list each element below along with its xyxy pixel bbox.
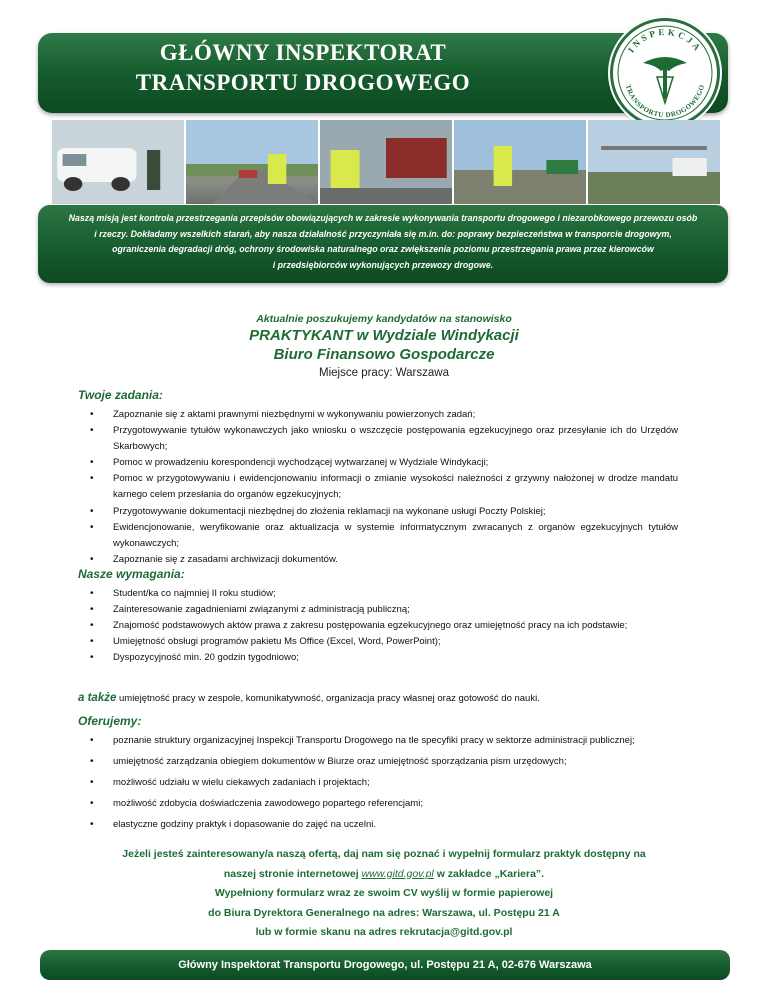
photo-weigh-station: [588, 120, 720, 204]
header-title-line1: GŁÓWNY INSPEKTORAT: [159, 40, 447, 65]
also-text: umiejętność pracy w zespole, komunikatywność, organizacja pracy własnej oraz gotowość do nauki.: [116, 693, 540, 704]
header-title-line2: TRANSPORTU DROGOWEGO: [135, 70, 471, 95]
cta-line: Wypełniony formularz wraz ze swoim CV wyślij w formie papierowej: [214, 887, 554, 900]
photo-inspector-trucks: [320, 120, 452, 204]
list-item: • Ewidencjonowanie, weryfikowanie oraz aktualizacja w systemie informatycznym zwracanych z organów egzekucyjnych tytułów wykonawczych;: [113, 520, 678, 552]
benefits-heading: Oferujemy:: [78, 714, 142, 728]
list-item: • Zapoznanie się z aktami prawnymi niezbędnymi w wykonywaniu powierzonych zadań;: [113, 407, 678, 423]
cta-line: lub w formie skanu na adres rekrutacja@gitd.gov.pl: [255, 926, 513, 939]
tasks-list: [113, 407, 678, 568]
position-title: PRAKTYKANT w Wydziale Windykacji: [249, 327, 519, 344]
tasks-heading: Twoje zadania:: [78, 388, 163, 402]
logo-text-bottom: TRANSPORTU DROGOWEGO: [623, 83, 707, 120]
mission-line: Naszą misją jest kontrola przestrzegania przepisów obowiązujących w zakresie wykonywania transportu drogowego i niezarobkowego przewozu osób: [68, 213, 698, 223]
mission-line: i przedsiębiorców wykonujących przewozy drogowe.: [272, 259, 494, 270]
itd-logo: [610, 18, 720, 128]
website-link[interactable]: www.gitd.gov.pl: [361, 867, 434, 880]
cta-text: naszej stronie internetowej: [223, 867, 362, 880]
requirements-heading: Nasze wymagania:: [78, 567, 185, 581]
list-item: • poznanie struktury organizacyjnej Inspekcji Transportu Drogowego na tle specyfiki pracy w sektorze administracji publicznej;: [113, 733, 678, 749]
list-item: • Przygotowywanie tytułów wykonawczych jako wniosku o wszczęcie postępowania egzekucyjnego oraz przesyłanie ich do Urzędów Skarbowych;: [113, 423, 678, 455]
mission-line: ograniczenia degradacji dróg, ochrony środowiska naturalnego oraz zwiększenia poziomu przestrzegania prawa przez kierowców: [112, 244, 654, 254]
also-lead: a także: [78, 692, 117, 704]
mission-line: i rzeczy. Dokładamy wszelkich starań, aby nasza działalność przyczyniała się m.in. do: poprawy bezpieczeństwa w transporcie drogowym,: [94, 228, 672, 239]
cta-line: Jeżeli jesteś zainteresowany/a naszą ofertą, daj nam się poznać i wypełnij formularz praktyk dostępny na: [122, 848, 646, 860]
list-item: • umiejętność zarządzania obiegiem dokumentów w Biurze oraz umiejętność sporządzania pism urzędowych;: [113, 754, 678, 770]
logo-text-top: INSPEKCJA: [625, 26, 705, 55]
offer-position: [0, 326, 768, 364]
list-item: • Pomoc w prowadzeniu korespondencji wychodzącej wytwarzanej w Wydziale Windykacji;: [113, 455, 678, 471]
mission-statement: [38, 205, 728, 283]
work-place: Miejsce pracy: Warszawa: [319, 367, 449, 379]
requirements-list: [113, 586, 678, 666]
benefits-list: [113, 733, 678, 833]
cta-line: [0, 865, 768, 885]
call-to-action: [0, 845, 768, 943]
department-name: Biuro Finansowo Gospodarcze: [273, 346, 495, 363]
photo-road-inspector: [186, 120, 318, 204]
footer-address: Główny Inspektorat Transportu Drogowego, ul. Postępu 21 A, 02-676 Warszawa: [40, 950, 730, 980]
also-skills: [78, 692, 540, 704]
list-item: • możliwość zdobycia doświadczenia zawodowego popartego referencjami;: [113, 796, 678, 812]
offer-intro: Aktualnie poszukujemy kandydatów na stanowisko: [256, 313, 512, 325]
list-item: • elastyczne godziny praktyk i dopasowanie do zajęć na uczelni.: [113, 817, 678, 833]
cta-text: w zakładce „Kariera”.: [433, 867, 545, 880]
list-item: • Student/ka co najmniej II roku studiów;: [113, 586, 678, 602]
list-item: • Pomoc w przygotowywaniu i ewidencjonowaniu informacji o zmianie wysokości należności z grzywny nałożonej w drodze mandatu karnego celem przesłania do organów egzekucyjnych;: [113, 471, 678, 503]
cta-line: do Biura Dyrektora Generalnego na adres: Warszawa, ul. Postępu 21 A: [208, 906, 560, 919]
list-item: • Znajomość podstawowych aktów prawa z zakresu postępowania egzekucyjnego oraz umiejętność pracy na ich podstawie;: [113, 618, 678, 634]
list-item: • Przygotowywanie dokumentacji niezbędnej do złożenia reklamacji na wykonane usługi Poczty Polskiej;: [113, 504, 678, 520]
photo-traffic-control: [454, 120, 586, 204]
list-item: • Umiejętność obsługi programów pakietu Ms Office (Excel, Word, PowerPoint);: [113, 634, 678, 650]
svg-text:INSPEKCJA: [626, 27, 704, 55]
photo-strip: [52, 120, 720, 204]
list-item: • Dyspozycyjność min. 20 godzin tygodniowo;: [113, 650, 678, 666]
photo-inspection-van: [52, 120, 184, 204]
list-item: • możliwość udziału w wielu ciekawych zadaniach i projektach;: [113, 775, 678, 791]
list-item: • Zainteresowanie zagadnieniami związanymi z administracją publiczną;: [113, 602, 678, 618]
list-item: • Zapoznanie się z zasadami archiwizacji dokumentów.: [113, 552, 678, 568]
